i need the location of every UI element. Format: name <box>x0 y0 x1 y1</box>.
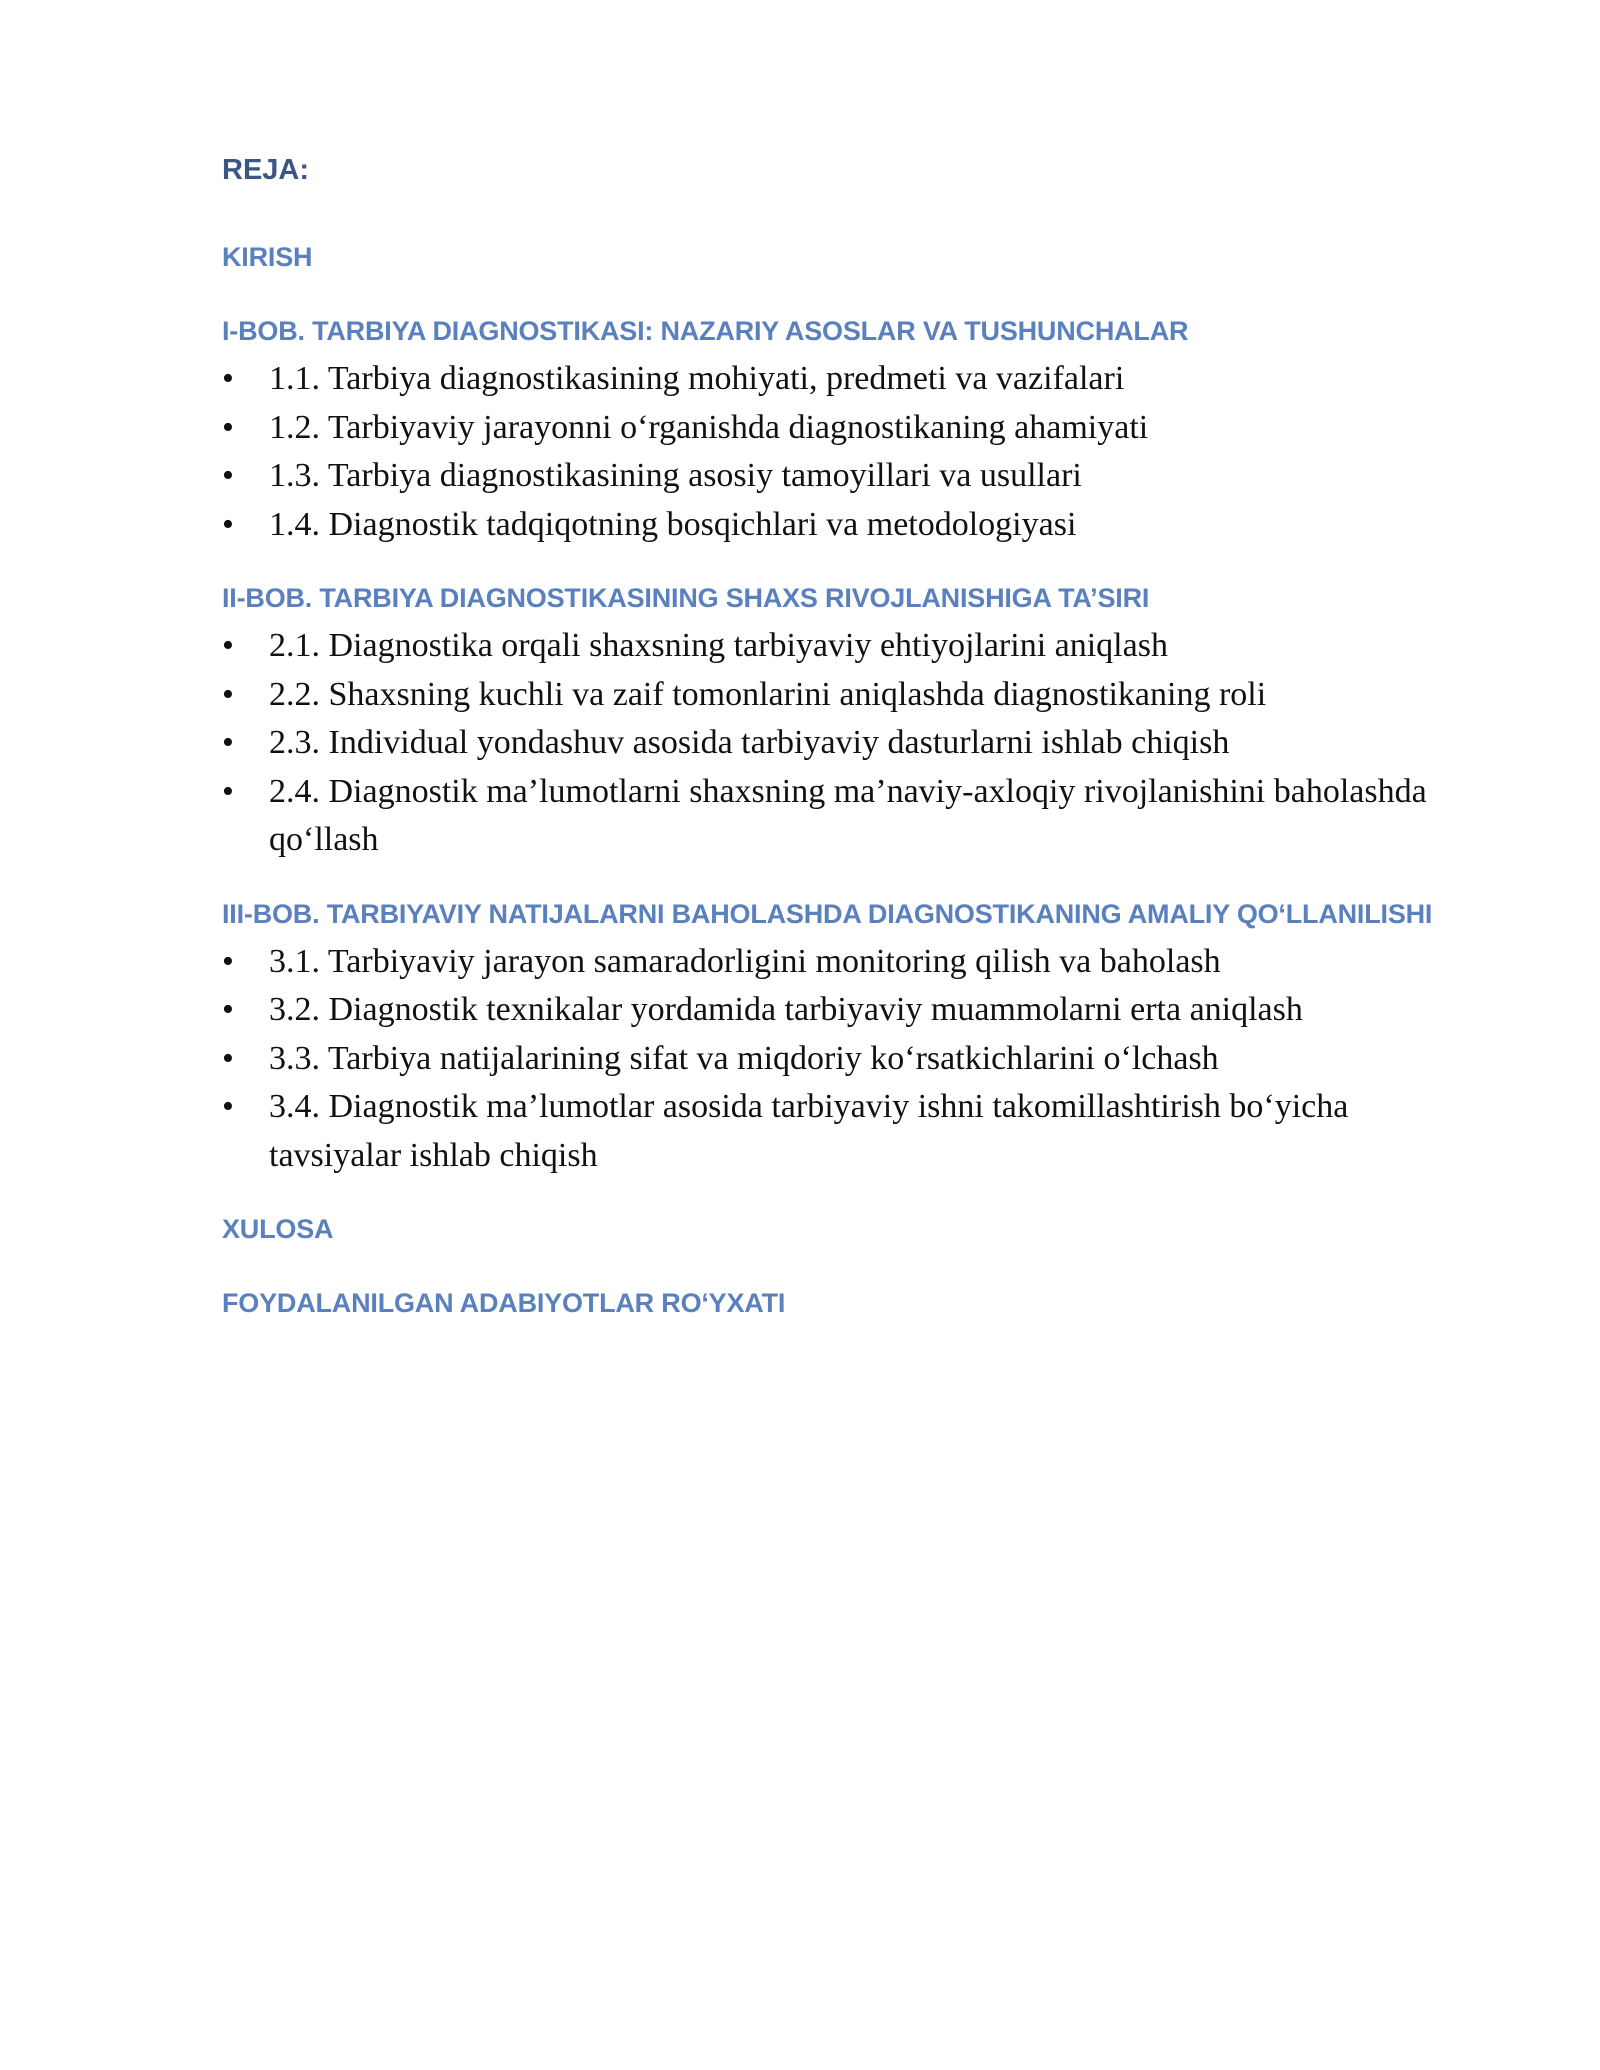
list-item <box>222 986 1442 1035</box>
list-item-text: 3.2. Diagnostik texnikalar yordamida tarbiyaviy muammolarni erta aniqlash <box>269 991 1303 1028</box>
list-item <box>222 719 1442 768</box>
list-item <box>222 452 1442 501</box>
list-item <box>222 1083 1442 1180</box>
bullet-icon: • <box>222 1039 234 1077</box>
list-item <box>222 622 1442 671</box>
list-item-text: 2.3. Individual yondashuv asosida tarbiyaviy dasturlarni ishlab chiqish <box>269 724 1230 761</box>
bullet-icon: • <box>222 675 234 713</box>
bullet-icon: • <box>222 408 234 446</box>
list-item <box>222 501 1442 550</box>
list-item <box>222 938 1442 987</box>
page-title: REJA: <box>222 154 310 186</box>
chapter-heading: I-BOB. TARBIYA DIAGNOSTIKASI: NAZARIY ASOSLAR VA TUSHUNCHALAR <box>222 316 1189 346</box>
bullet-icon: • <box>222 724 234 761</box>
list-item-text: 1.4. Diagnostik tadqiqotning bosqichlari va metodologiyasi <box>269 505 1077 543</box>
heading-references: FOYDALANILGAN ADABIYOTLAR RO‘YXATI <box>222 1288 786 1318</box>
list-item-text: 3.3. Tarbiya natijalarining sifat va miqdoriy ko‘rsatkichlarini o‘lchash <box>269 1039 1219 1077</box>
chapter-1 <box>222 308 1442 549</box>
list-item <box>222 404 1442 453</box>
list-item <box>222 355 1442 404</box>
list-item-text: 3.4. Diagnostik ma’lumotlar asosida tarbiyaviy ishni takomillashtirish bo‘yicha tavsiyalar ishlab chiqish <box>269 1088 1349 1174</box>
list-item-text: 1.1. Tarbiya diagnostikasining mohiyati, predmeti va vazifalari <box>269 360 1125 397</box>
bullet-icon: • <box>222 505 234 543</box>
chapter-heading: III-BOB. TARBIYAVIY NATIJALARNI BAHOLASHDA DIAGNOSTIKANING AMALIY QO‘LLANILISHI <box>222 898 1433 929</box>
chapter-heading: II-BOB. TARBIYA DIAGNOSTIKASINING SHAXS RIVOJLANISHIGA TA’SIRI <box>222 583 1150 613</box>
bullet-icon: • <box>222 942 234 980</box>
bullet-icon: • <box>222 991 234 1028</box>
bullet-icon: • <box>222 457 234 494</box>
chapter-item-list <box>222 622 1442 865</box>
bullet-icon: • <box>222 772 234 810</box>
list-item-text: 1.3. Tarbiya diagnostikasining asosiy tamoyillari va usullari <box>269 457 1082 494</box>
chapter-item-list <box>222 938 1442 1181</box>
bullet-icon: • <box>222 360 234 397</box>
bullet-icon: • <box>222 1088 234 1125</box>
list-item <box>222 1035 1442 1084</box>
document-body <box>222 150 1442 1327</box>
chapter-3 <box>222 891 1442 1181</box>
list-item-text: 3.1. Tarbiyaviy jarayon samaradorligini monitoring qilish va baholash <box>269 942 1221 980</box>
heading-conclusion: XULOSA <box>222 1214 334 1244</box>
bullet-icon: • <box>222 627 234 664</box>
list-item-text: 2.4. Diagnostik ma’lumotlarni shaxsning ma’naviy-axloqiy rivojlanishini baholashda qo‘llash <box>269 772 1427 858</box>
heading-intro: KIRISH <box>222 242 313 272</box>
chapter-item-list <box>222 355 1442 549</box>
list-item-text: 2.1. Diagnostika orqali shaxsning tarbiyaviy ehtiyojlarini aniqlash <box>269 627 1168 664</box>
list-item-text: 1.2. Tarbiyaviy jarayonni o‘rganishda diagnostikaning ahamiyati <box>269 408 1149 446</box>
list-item <box>222 671 1442 720</box>
list-item-text: 2.2. Shaxsning kuchli va zaif tomonlarini aniqlashda diagnostikaning roli <box>269 675 1267 713</box>
list-item <box>222 768 1442 865</box>
chapter-2 <box>222 575 1442 865</box>
